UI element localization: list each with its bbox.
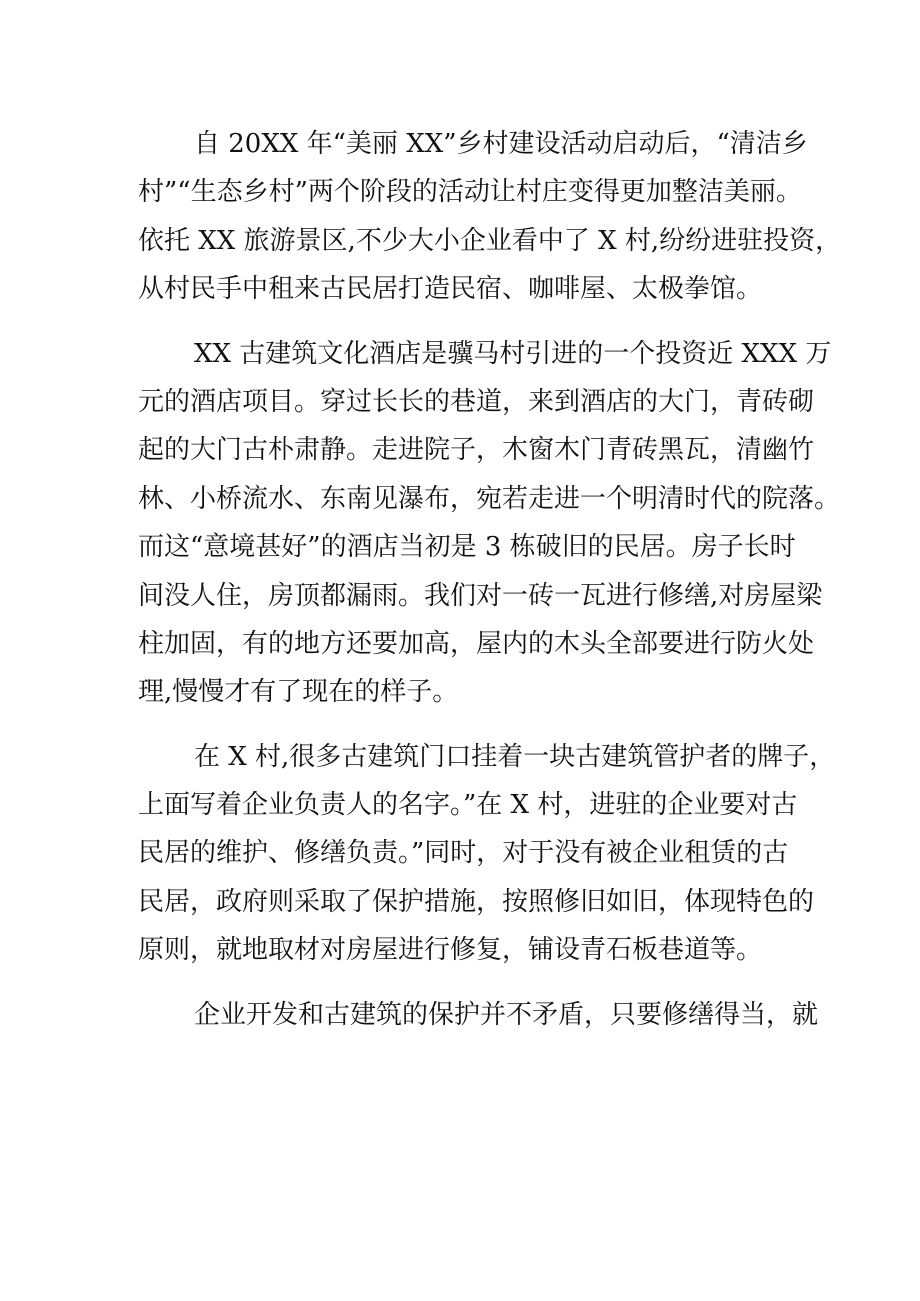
paragraph-gap xyxy=(138,717,788,733)
paragraph-1-line-1: 自 20XX 年“美丽 XX”乡村建设活动启动后，“清洁乡 xyxy=(194,129,808,159)
paragraph-2-line-7: 柱加固，有的地方还要加高，屋内的木头全部要进行防火处 xyxy=(138,628,815,659)
paragraph-gap xyxy=(138,975,788,991)
paragraph-2-line-3: 起的大门古朴肃静。走进院子，木窗木门青砖黑瓦，清幽竹 xyxy=(138,435,815,466)
paragraph-2-line-5: 而这“意境甚好”的酒店当初是 3 栋破旧的民居。房子长时 xyxy=(138,532,796,563)
paragraph-1-line-3: 依托 XX 旅游景区,不少大小企业看中了 X 村,纷纷进驻投资， xyxy=(138,225,842,256)
paragraph-2-line-8: 理,慢慢才有了现在的样子。 xyxy=(138,677,459,708)
body-text xyxy=(138,120,842,1039)
paragraph-3-line-2: 上面写着企业负责人的名字。”在 X 村，进驻的企业要对古 xyxy=(138,790,798,821)
paragraph-1-line-2: 村”“生态乡村”两个阶段的活动让村庄变得更加整洁美丽。 xyxy=(138,177,802,208)
paragraph-1-line-4: 从村民手中租来古民居打造民宿、咖啡屋、太极拳馆。 xyxy=(138,274,763,305)
paragraph-4-line-1: 企业开发和古建筑的保护并不矛盾，只要修缮得当，就 xyxy=(194,999,819,1030)
paragraph-3-line-1: 在 X 村,很多古建筑门口挂着一块古建筑管护者的牌子， xyxy=(194,741,836,772)
paragraph-gap xyxy=(138,314,788,330)
paragraph-2-line-2: 元的酒店项目。穿过长长的巷道，来到酒店的大门，青砖砌 xyxy=(138,386,815,417)
paragraph-3-line-5: 原则，就地取材对房屋进行修复，铺设青石板巷道等。 xyxy=(138,935,763,966)
paragraph-2-line-1: XX 古建筑文化酒店是骥马村引进的一个投资近 XXX 万 xyxy=(194,338,832,369)
paragraph-2-line-4: 林、小桥流水、东南见瀑布，宛若走进一个明清时代的院落。 xyxy=(138,483,841,514)
paragraph-3-line-3: 民居的维护、修缮负责。”同时，对于没有被企业租赁的古 xyxy=(138,838,789,869)
paragraph-3-line-4: 民居，政府则采取了保护措施，按照修旧如旧，体现特色的 xyxy=(138,886,815,917)
paragraph-2-line-6: 间没人住，房顶都漏雨。我们对一砖一瓦进行修缮,对房屋梁 xyxy=(138,580,823,611)
